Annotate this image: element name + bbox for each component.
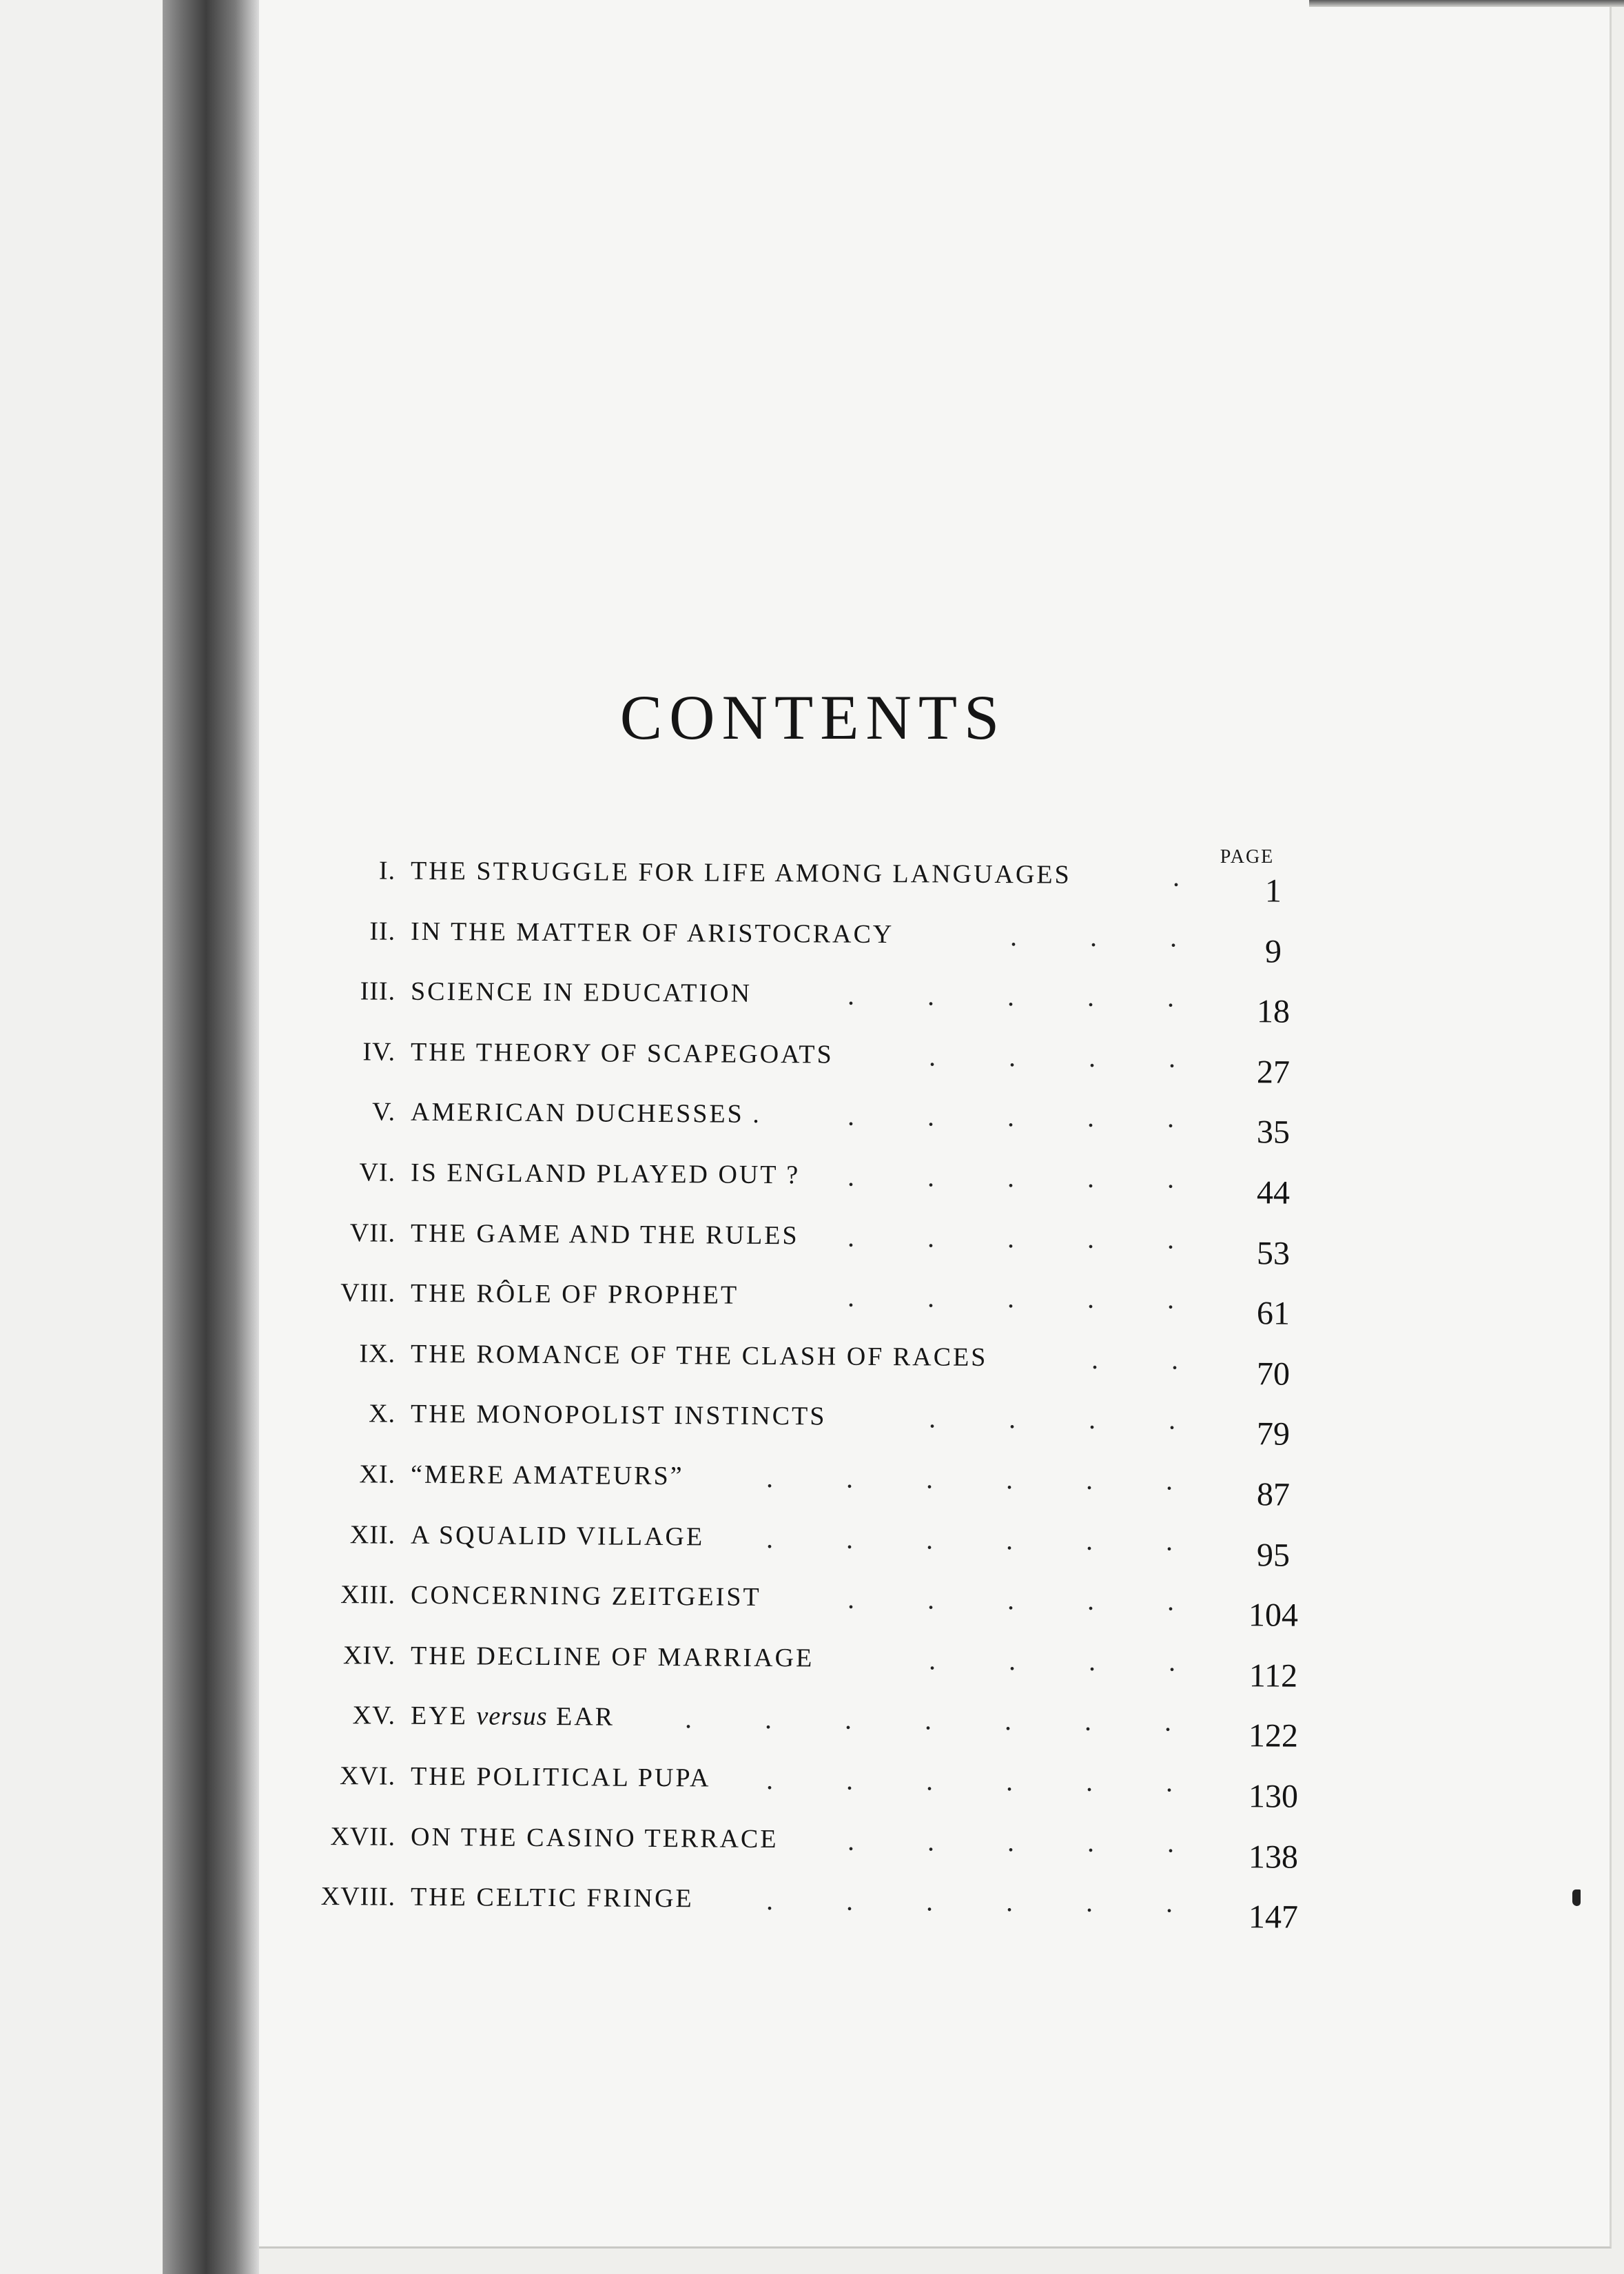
chapter-title: CONCERNING ZEITGEIST: [410, 1580, 761, 1612]
chapter-number: XVIII.: [320, 1882, 396, 1912]
chapter-title: SCIENCE IN EDUCATION: [410, 976, 752, 1008]
toc-entry: [207, 915, 1309, 977]
toc-entry: [207, 1458, 1309, 1520]
toc-entry: [207, 1036, 1309, 1098]
ink-speck: [1572, 1889, 1581, 1906]
chapter-number: III.: [360, 976, 396, 1006]
toc-entry: [207, 1699, 1309, 1761]
page-number: 61: [1256, 1295, 1291, 1332]
chapter-title: AMERICAN DUCHESSES .: [410, 1097, 761, 1129]
chapter-title: THE MONOPOLIST INSTINCTS: [410, 1399, 827, 1431]
chapter-title: THE ROMANCE OF THE CLASH OF RACES: [410, 1339, 988, 1372]
toc-entry: [207, 1156, 1309, 1218]
page-number: 87: [1256, 1476, 1291, 1513]
chapter-title: THE RÔLE OF PROPHET: [410, 1278, 739, 1310]
chapter-title: IS ENGLAND PLAYED OUT ?: [410, 1158, 801, 1190]
dot-leader: ......: [765, 1462, 1246, 1497]
chapter-title: ON THE CASINO TERRACE: [410, 1822, 779, 1854]
toc-entry: [207, 1397, 1309, 1459]
toc-entry: [207, 1760, 1309, 1822]
chapter-number: VIII.: [340, 1278, 396, 1308]
dot-leader: .....: [847, 979, 1248, 1014]
chapter-number: XV.: [352, 1701, 396, 1730]
page-number: 95: [1256, 1537, 1291, 1574]
chapter-number: V.: [371, 1097, 396, 1127]
page-number: 9: [1264, 933, 1282, 970]
dot-leader: .....: [847, 1281, 1248, 1315]
dot-leader: .....: [847, 1583, 1248, 1617]
toc-entry: [207, 1639, 1309, 1701]
chapter-title: THE DECLINE OF MARRIAGE: [410, 1641, 814, 1673]
toc-entry: [207, 1338, 1309, 1400]
page-number: 35: [1256, 1114, 1291, 1151]
page-number: 138: [1248, 1838, 1299, 1876]
chapter-number: XIII.: [340, 1580, 396, 1610]
dot-leader: .......: [684, 1703, 1245, 1738]
dot-leader: ....: [928, 1041, 1249, 1074]
chapter-title: THE GAME AND THE RULES: [410, 1218, 799, 1251]
chapter-number: I.: [378, 856, 396, 885]
chapter-number: XVI.: [339, 1761, 396, 1791]
page-number: 147: [1248, 1898, 1299, 1936]
page-number: 79: [1256, 1415, 1291, 1453]
page-number: 44: [1256, 1174, 1291, 1211]
page-column-label: PAGE: [1220, 846, 1275, 868]
chapter-title: THE CELTIC FRINGE: [410, 1882, 694, 1914]
chapter-title-start: EYE: [410, 1701, 477, 1731]
dot-leader: .....: [847, 1100, 1248, 1134]
toc-entry: [207, 1096, 1309, 1158]
dot-leader: .....: [847, 1160, 1248, 1195]
dot-leader: ......: [765, 1884, 1246, 1919]
toc-entry: [207, 1277, 1309, 1339]
toc-entry: [207, 1881, 1309, 1943]
dot-leader: ....: [928, 1644, 1249, 1678]
chapter-title: THE STRUGGLE FOR LIFE AMONG LANGUAGES: [410, 856, 1071, 890]
dot-leader: .: [1172, 861, 1253, 893]
chapter-number: XII.: [349, 1520, 396, 1550]
chapter-number: XI.: [359, 1459, 396, 1489]
toc-entry: [207, 1217, 1309, 1279]
page-number: 1: [1264, 872, 1282, 910]
dot-leader: ......: [765, 1522, 1246, 1557]
dot-leader: .....: [847, 1825, 1248, 1859]
toc-entry: [207, 1821, 1309, 1883]
page-number: 104: [1248, 1597, 1299, 1634]
chapter-number: XIV.: [342, 1641, 396, 1670]
chapter-title: IN THE MATTER OF ARISTOCRACY: [410, 916, 894, 950]
page-number: 70: [1256, 1355, 1291, 1393]
toc-entry: [207, 1519, 1309, 1581]
chapter-title: A SQUALID VILLAGE: [410, 1520, 705, 1552]
chapter-title: [411, 1701, 615, 1732]
chapter-number: II.: [369, 916, 396, 946]
toc-entry: [207, 1579, 1309, 1641]
page-number: 18: [1256, 993, 1291, 1030]
chapter-number: IV.: [362, 1037, 396, 1067]
dot-leader: ...: [1009, 921, 1251, 954]
toc-entry: [207, 975, 1309, 1037]
chapter-title: THE POLITICAL PUPA: [410, 1761, 711, 1793]
chapter-number: VII.: [349, 1218, 396, 1248]
contents-heading: CONTENTS: [619, 682, 1007, 752]
toc-entry: [207, 854, 1309, 916]
chapter-number: XVII.: [330, 1822, 396, 1852]
page-number: 53: [1256, 1235, 1291, 1272]
dot-leader: ......: [765, 1763, 1246, 1799]
page-number: 112: [1248, 1657, 1298, 1694]
page-number: 130: [1248, 1778, 1299, 1815]
chapter-number: IX.: [359, 1339, 396, 1369]
dot-leader: .....: [847, 1221, 1248, 1256]
chapter-title: THE THEORY OF SCAPEGOATS: [410, 1037, 834, 1069]
dot-leader: ..: [1091, 1343, 1252, 1376]
page-number: 122: [1248, 1717, 1299, 1754]
chapter-title: “MERE AMATEURS”: [410, 1459, 684, 1491]
chapter-title-end: EAR: [547, 1702, 615, 1732]
chapter-number: VI.: [359, 1158, 396, 1187]
dot-leader: ....: [928, 1402, 1249, 1436]
chapter-title-italic: versus: [476, 1701, 548, 1732]
chapter-number: X.: [369, 1399, 396, 1428]
page-number: 27: [1256, 1054, 1291, 1091]
